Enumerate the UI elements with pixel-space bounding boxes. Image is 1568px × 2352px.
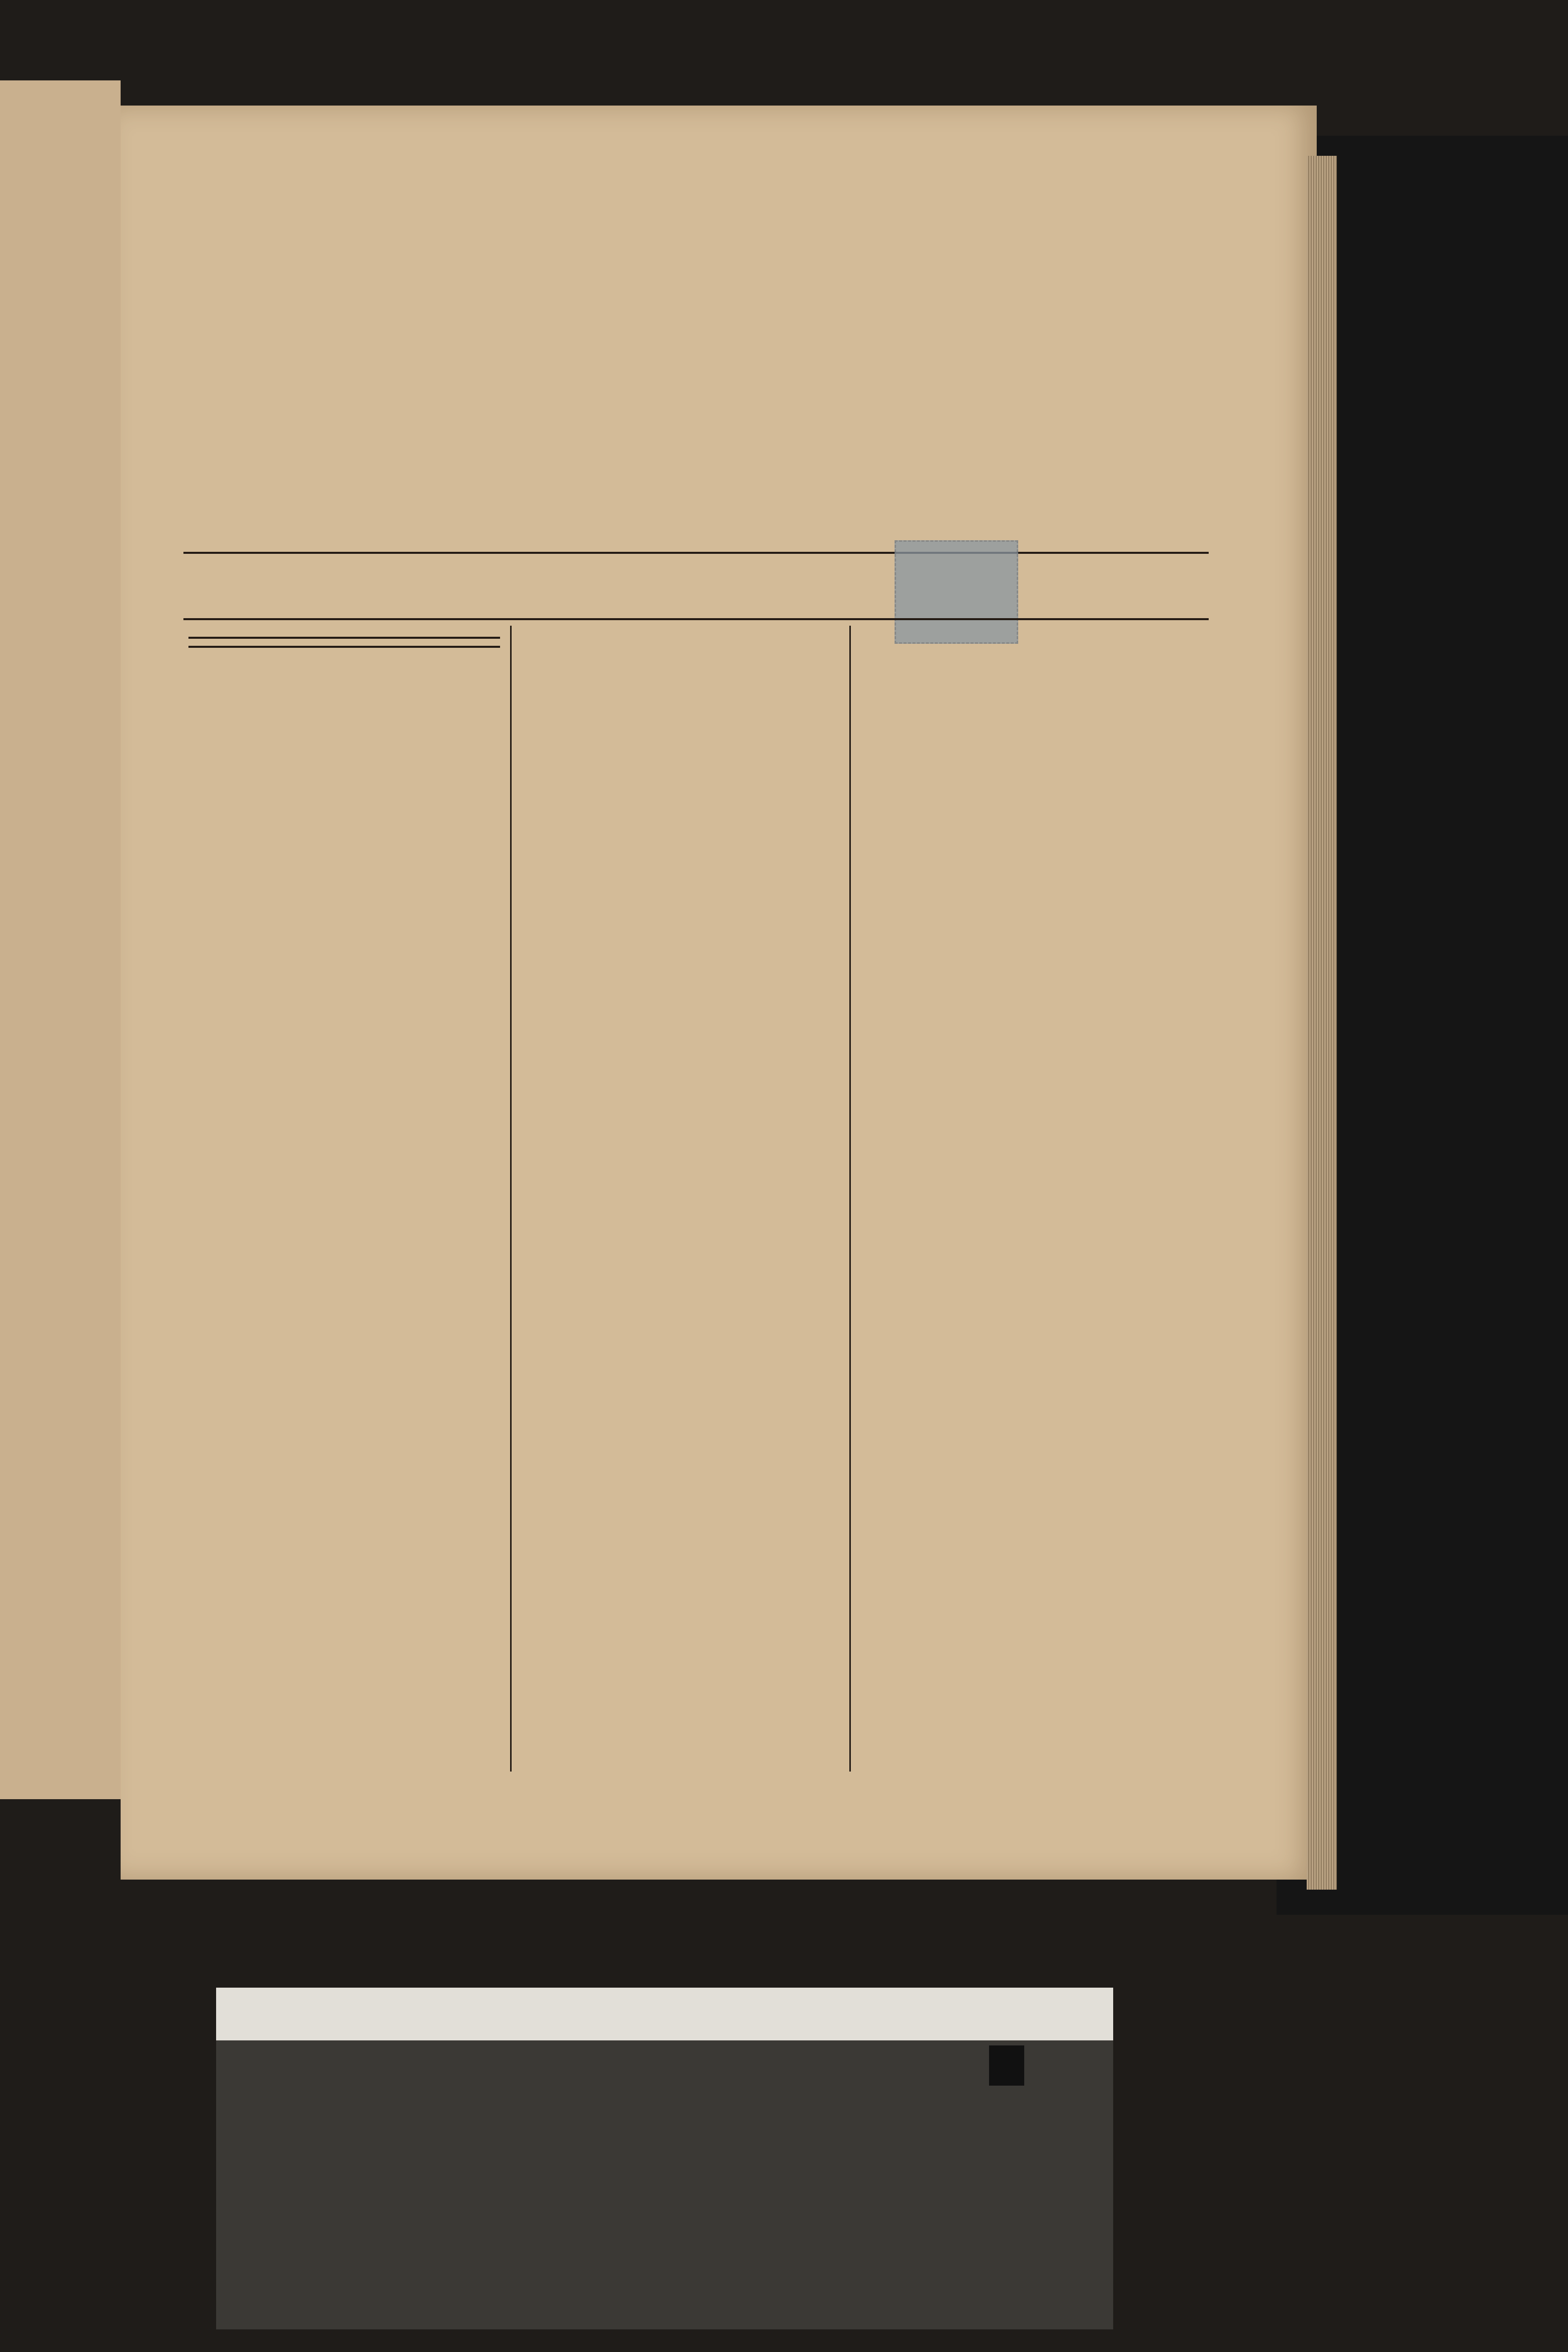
- masthead-rule-bottom: [183, 618, 1209, 620]
- column-3: [862, 631, 1184, 646]
- divider: [188, 637, 500, 639]
- column-divider: [849, 626, 851, 1772]
- column-1: [188, 631, 500, 658]
- divider: [188, 646, 500, 648]
- column-2: [523, 631, 839, 648]
- masthead: [151, 101, 1106, 432]
- column-divider: [510, 626, 512, 1772]
- measurement-ruler: [216, 1988, 1113, 2040]
- masthead-rule-top: [183, 552, 1209, 554]
- page-edges: [1307, 156, 1337, 1890]
- postage-stamp: [895, 540, 1018, 644]
- brand-logo: [989, 2045, 1024, 2086]
- left-facing-page: [0, 80, 121, 1799]
